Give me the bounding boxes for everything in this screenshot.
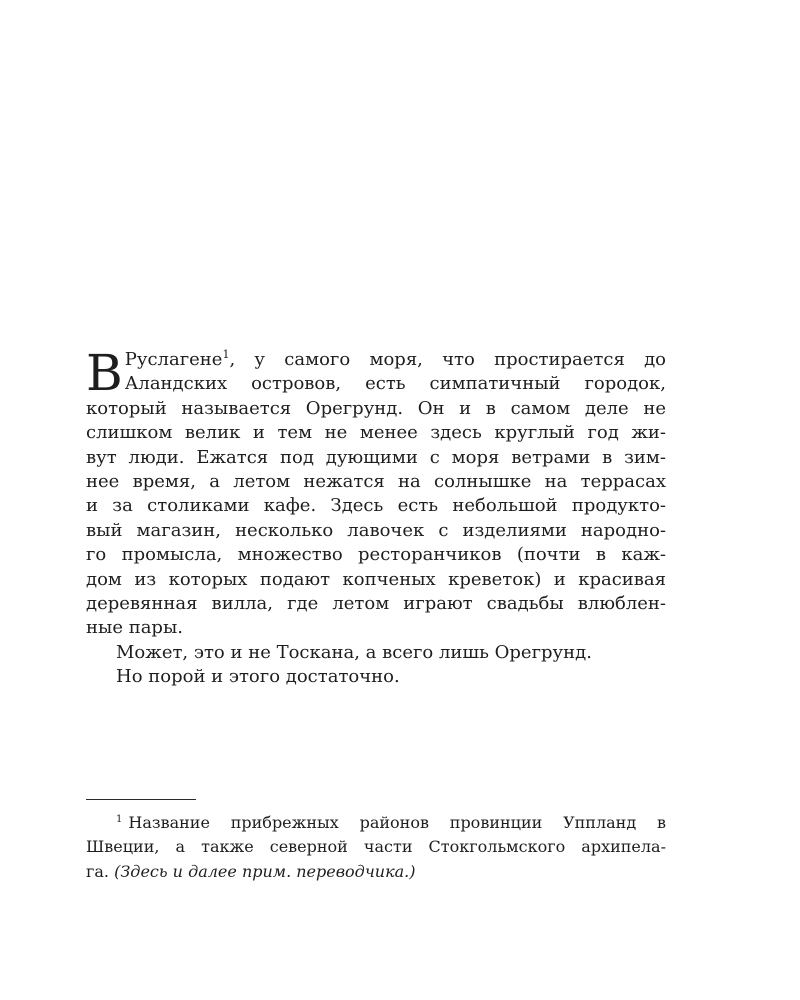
paragraph-1-line: нее время, а летом нежатся на солнышке на террасах: [86, 470, 666, 492]
translator-note: (Здесь и далее прим. переводчика.): [114, 861, 416, 881]
footnote-ref-1: 1: [222, 348, 230, 361]
footnote-line-2: Швеции, а также северной части Стокгольмского архипела-: [86, 837, 666, 857]
paragraph-1-line: дом из которых подают копченых креветок) и красивая: [86, 568, 666, 590]
paragraph-1-last-line: ные пары.: [86, 617, 183, 639]
footnote-line-1-text: Название прибрежных районов провинции Уппланд в: [128, 813, 666, 832]
paragraph-1-line: вый магазин, несколько лавочек с изделиями народно-: [86, 519, 666, 541]
paragraph-2: Может, это и не Тоскана, а всего лишь Орегрунд.: [116, 641, 592, 663]
paragraph-1-line: вут люди. Ежатся под дующими с моря ветрами в зим-: [86, 446, 666, 468]
drop-cap: В: [86, 344, 123, 402]
paragraph-1-line: слишком велик и тем не менее здесь круглый год жи-: [86, 422, 666, 444]
main-text: [86, 344, 666, 689]
paragraph-1-line: который называется Орегрунд. Он и в самом деле не: [86, 397, 666, 419]
footnote-line-3: [86, 860, 666, 884]
paragraph-1-line-2: Аландских островов, есть симпатичный городок,: [124, 373, 666, 395]
paragraph-1: [86, 344, 666, 641]
paragraph-3: Но порой и этого достаточно.: [116, 666, 400, 688]
footnote-separator: [86, 799, 196, 800]
line-1-start: Руслагене: [124, 349, 223, 370]
paragraph-1-line: и за столиками кафе. Здесь есть небольшой продукто-: [86, 495, 666, 517]
footnote-line-3-plain: га.: [86, 861, 115, 881]
paragraph-1-line: деревянная вилла, где летом играют свадьбы влюблен-: [86, 592, 666, 614]
footnote-number: 1: [116, 814, 123, 825]
paragraph-1-line-1: [86, 348, 666, 372]
line-1-rest: , у самого моря, что простирается до: [229, 349, 666, 370]
paragraph-1-line: го промысла, множество ресторанчиков (почти в каж-: [86, 544, 666, 566]
footnote-line-1: [86, 811, 666, 835]
footnote: [86, 811, 666, 884]
